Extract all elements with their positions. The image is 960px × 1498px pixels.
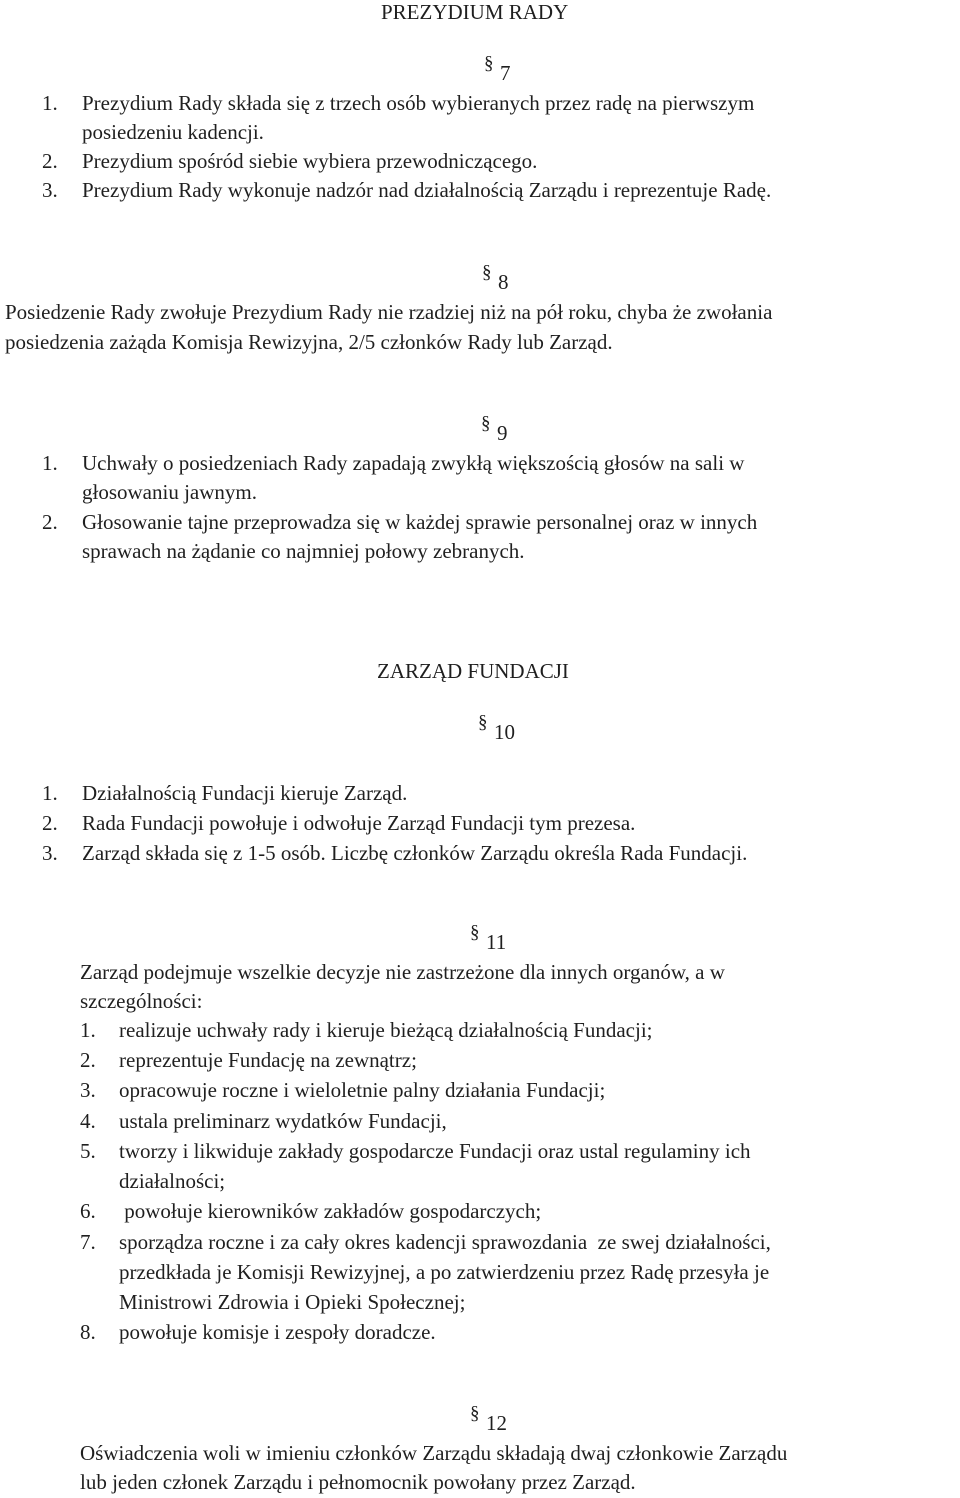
section-number: 11 <box>486 930 507 954</box>
chapter-heading: ZARZĄD FUNDACJI <box>377 659 569 683</box>
section-mark: § <box>481 413 491 434</box>
section-number: 12 <box>486 1411 507 1435</box>
section-10-heading <box>478 712 515 747</box>
section-number: 9 <box>497 421 508 445</box>
list-number: 7. <box>80 1230 96 1254</box>
section-number: 7 <box>500 61 511 85</box>
list-item-text: Ministrowi Zdrowia i Opieki Społecznej; <box>119 1290 466 1314</box>
list-number: 3. <box>42 841 58 865</box>
list-number: 3. <box>80 1078 96 1102</box>
paragraph-text: posiedzenia zażąda Komisja Rewizyjna, 2/5 członków Rady lub Zarząd. <box>5 330 613 354</box>
list-number: 2. <box>42 510 58 534</box>
section-12-heading <box>470 1403 507 1438</box>
list-item-text: Rada Fundacji powołuje i odwołuje Zarząd Fundacji tym prezesa. <box>82 811 636 835</box>
list-item-text: działalności; <box>119 1169 226 1193</box>
list-item-text: Działalnością Fundacji kieruje Zarząd. <box>82 781 408 805</box>
list-item-text: tworzy i likwiduje zakłady gospodarcze Fundacji oraz ustal regulaminy ich <box>119 1139 751 1163</box>
section-mark: § <box>470 922 480 943</box>
list-number: 1. <box>80 1018 96 1042</box>
list-item-text: Prezydium Rady wykonuje nadzór nad działalnością Zarządu i reprezentuje Radę. <box>82 178 772 202</box>
list-number: 5. <box>80 1139 96 1163</box>
section-number: 8 <box>498 270 509 294</box>
paragraph-text: Posiedzenie Rady zwołuje Prezydium Rady nie rzadziej niż na pół roku, chyba że zwołania <box>5 300 773 324</box>
list-item-text: Zarząd składa się z 1-5 osób. Liczbę członków Zarządu określa Rada Fundacji. <box>82 841 748 865</box>
section-7-heading <box>484 53 511 88</box>
section-number: 10 <box>494 720 515 744</box>
list-item-text: sporządza roczne i za cały okres kadencji sprawozdania ze swej działalności, <box>119 1230 771 1254</box>
list-item-text: głosowaniu jawnym. <box>82 480 257 504</box>
list-item-text: powołuje komisje i zespoły doradcze. <box>119 1320 436 1344</box>
list-item-text: Prezydium Rady składa się z trzech osób wybieranych przez radę na pierwszym <box>82 91 755 115</box>
section-9-heading <box>481 413 508 448</box>
section-mark: § <box>482 262 492 283</box>
list-item-text: powołuje kierowników zakładów gospodarczych; <box>119 1199 542 1223</box>
list-item-text: realizuje uchwały rady i kieruje bieżącą działalnością Fundacji; <box>119 1018 653 1042</box>
page-title: PREZYDIUM RADY <box>381 0 569 24</box>
paragraph-text: lub jeden członek Zarządu i pełnomocnik powołany przez Zarząd. <box>80 1470 636 1494</box>
section-mark: § <box>478 712 488 733</box>
paragraph-text: szczególności: <box>80 989 203 1013</box>
list-number: 1. <box>42 781 58 805</box>
paragraph-text: Oświadczenia woli w imieniu członków Zarządu składają dwaj członkowie Zarządu <box>80 1441 788 1465</box>
list-item-text: Uchwały o posiedzeniach Rady zapadają zwykłą większością głosów na sali w <box>82 451 745 475</box>
list-number: 4. <box>80 1109 96 1133</box>
list-item-text: opracowuje roczne i wieloletnie palny działania Fundacji; <box>119 1078 606 1102</box>
section-mark: § <box>484 53 494 74</box>
list-number: 2. <box>80 1048 96 1072</box>
list-item-text: przedkłada je Komisji Rewizyjnej, a po zatwierdzeniu przez Radę przesyła je <box>119 1260 770 1284</box>
paragraph-text: Zarząd podejmuje wszelkie decyzje nie zastrzeżone dla innych organów, a w <box>80 960 725 984</box>
list-item-text: Głosowanie tajne przeprowadza się w każdej sprawie personalnej oraz w innych <box>82 510 758 534</box>
list-number: 3. <box>42 178 58 202</box>
list-number: 1. <box>42 91 58 115</box>
list-item-text: ustala preliminarz wydatków Fundacji, <box>119 1109 447 1133</box>
list-number: 2. <box>42 811 58 835</box>
section-11-heading <box>470 922 507 957</box>
list-item-text: posiedzeniu kadencji. <box>82 120 264 144</box>
section-mark: § <box>470 1403 480 1424</box>
list-number: 6. <box>80 1199 96 1223</box>
section-8-heading <box>482 262 509 297</box>
list-item-text: Prezydium spośród siebie wybiera przewodniczącego. <box>82 149 538 173</box>
list-item-text: sprawach na żądanie co najmniej połowy zebranych. <box>82 539 525 563</box>
list-number: 8. <box>80 1320 96 1344</box>
list-item-text: reprezentuje Fundację na zewnątrz; <box>119 1048 417 1072</box>
list-number: 2. <box>42 149 58 173</box>
list-number: 1. <box>42 451 58 475</box>
